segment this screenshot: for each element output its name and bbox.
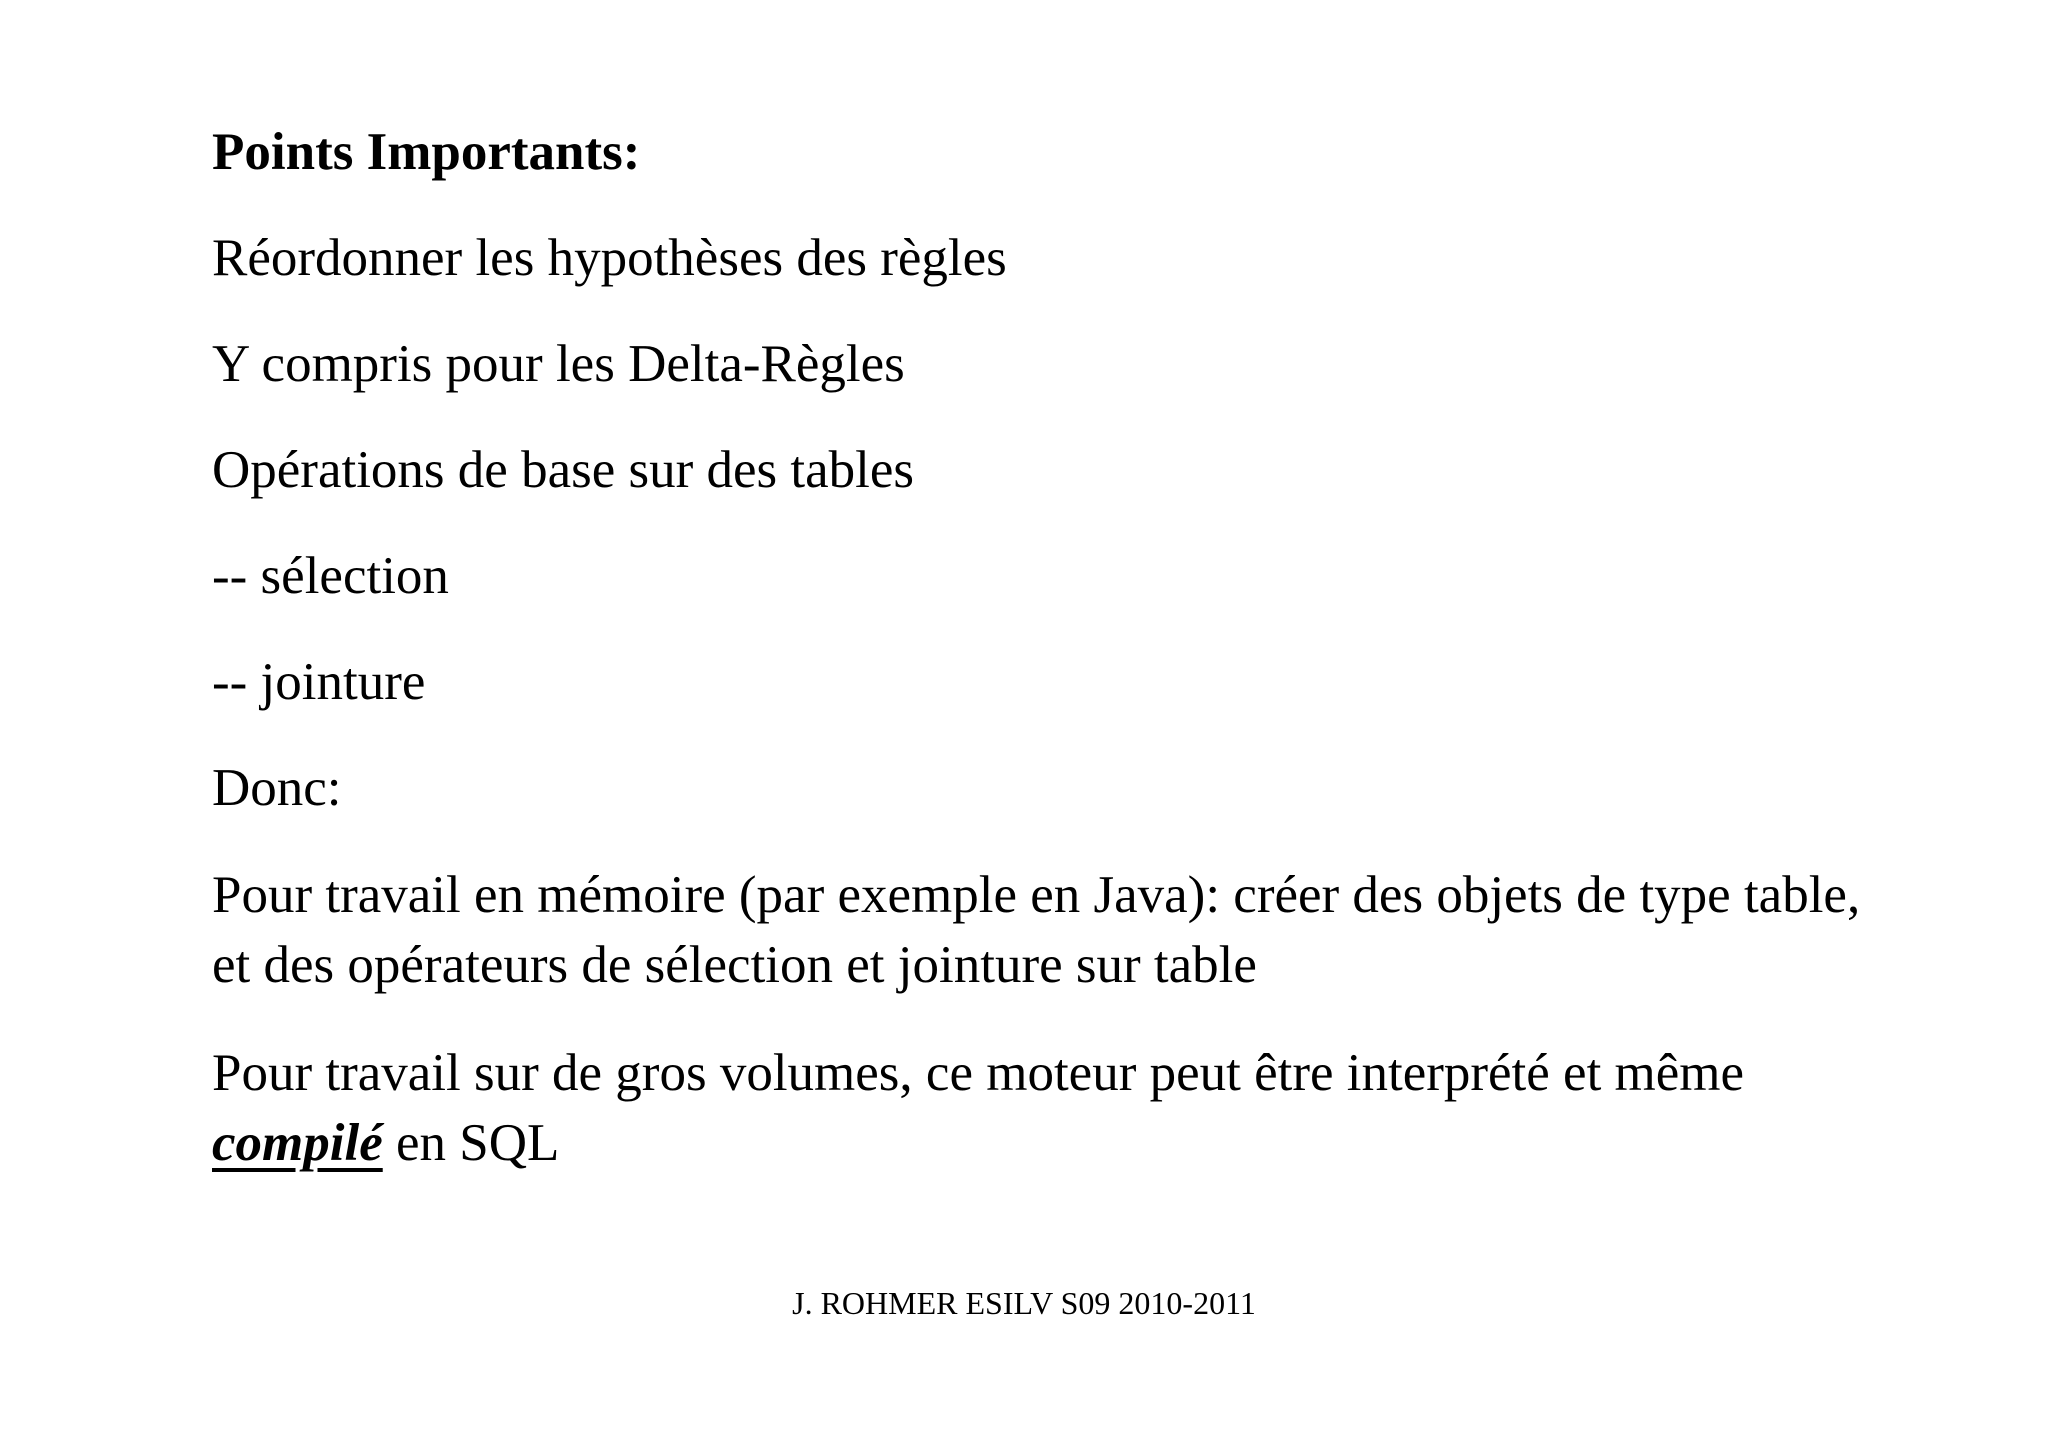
line-reorder: Réordonner les hypothèses des règles bbox=[212, 229, 1007, 287]
compile-emphasis: compilé bbox=[212, 1114, 383, 1172]
line-base-operations: Opérations de base sur des tables bbox=[212, 441, 915, 499]
slide-content bbox=[212, 118, 1862, 1216]
paragraph-memory: Pour travail en mémoire (par exemple en Java): créer des objets de type table, et des opérateurs de sélection et jointure sur table bbox=[212, 866, 1861, 994]
paragraph-volumes-start: Pour travail sur de gros volumes, ce moteur peut être interprété et même bbox=[212, 1044, 1745, 1102]
line-donc: Donc: bbox=[212, 759, 342, 817]
paragraph-volumes-end: en SQL bbox=[382, 1114, 560, 1172]
paragraph-volumes bbox=[212, 1038, 1862, 1178]
slide-heading: Points Importants: bbox=[212, 123, 641, 181]
line-join: -- jointure bbox=[212, 653, 426, 711]
line-delta-rules: Y compris pour les Delta-Règles bbox=[212, 335, 905, 393]
slide-footer: J. ROHMER ESILV S09 2010-2011 bbox=[792, 1285, 1256, 1321]
line-selection: -- sélection bbox=[212, 547, 449, 605]
